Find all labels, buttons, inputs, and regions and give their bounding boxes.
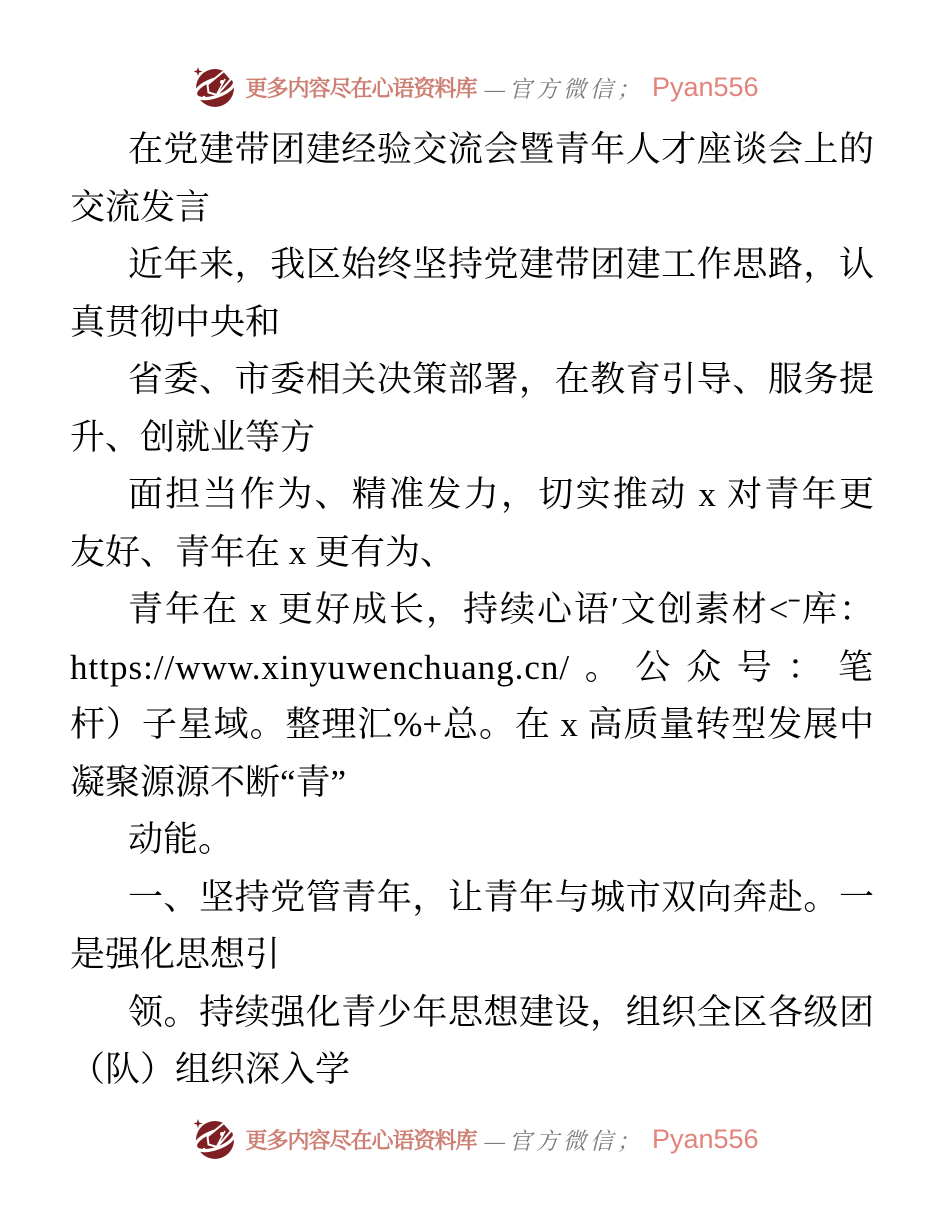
- text-line: 杆）子星域。整理汇%+总。在 x 高质量转型发展中: [70, 705, 874, 744]
- text-line: 交流发言: [70, 187, 211, 227]
- watermark-wechat-id: Pyan556: [651, 71, 759, 102]
- paragraph: [70, 236, 874, 351]
- text-line: 真贯彻中央和: [70, 302, 281, 342]
- pen-logo-icon: [191, 1116, 237, 1162]
- paragraph: [70, 984, 874, 1099]
- watermark-header: [0, 64, 950, 110]
- watermark-wechat-label: —官方微信；: [484, 1128, 644, 1154]
- text-line: 凝聚源源不断“青”: [70, 762, 347, 802]
- text-line-url: https://www.xinyuwenchuang.cn/。公众号：笔: [70, 647, 874, 687]
- text-line: 一、坚持党管青年，让青年与城市双向奔赴。一: [128, 877, 874, 917]
- watermark-wechat-label: —官方微信；: [484, 76, 644, 102]
- text-line: 在党建带团建经验交流会暨青年人才座谈会上的: [128, 130, 874, 169]
- text-line: 省委、市委相关决策部署，在教育引导、服务提: [128, 360, 874, 399]
- paragraph: [70, 869, 874, 984]
- pen-logo-icon: [191, 64, 237, 110]
- document-body: [70, 121, 874, 1099]
- paragraph: [70, 811, 874, 869]
- text-line: （队）组织深入学: [70, 1050, 351, 1089]
- text-line: 青年在 x 更好成长，持续心语′文创素材<ˉ库：: [128, 590, 874, 629]
- text-line: 动能。: [128, 820, 234, 859]
- paragraph: [70, 581, 874, 811]
- text-line: 友好、青年在 x 更有为、: [70, 532, 456, 572]
- text-line: 近年来，我区始终坚持党建带团建工作思路，认: [128, 245, 874, 284]
- text-line: 升、创就业等方: [70, 417, 316, 457]
- watermark-text: 更多内容尽在心语资料库: [245, 75, 477, 101]
- watermark-footer: [0, 1116, 950, 1162]
- paragraph: [70, 466, 874, 581]
- text-line: 领。持续强化青少年思想建设，组织全区各级团: [128, 992, 874, 1032]
- text-line: 面担当作为、精准发力，切实推动 x 对青年更: [128, 475, 874, 514]
- paragraph: [70, 351, 874, 466]
- watermark-text: 更多内容尽在心语资料库: [245, 1127, 477, 1153]
- watermark-wechat-id: Pyan556: [651, 1123, 759, 1154]
- text-line: 是强化思想引: [70, 935, 281, 974]
- document-title: [70, 121, 874, 236]
